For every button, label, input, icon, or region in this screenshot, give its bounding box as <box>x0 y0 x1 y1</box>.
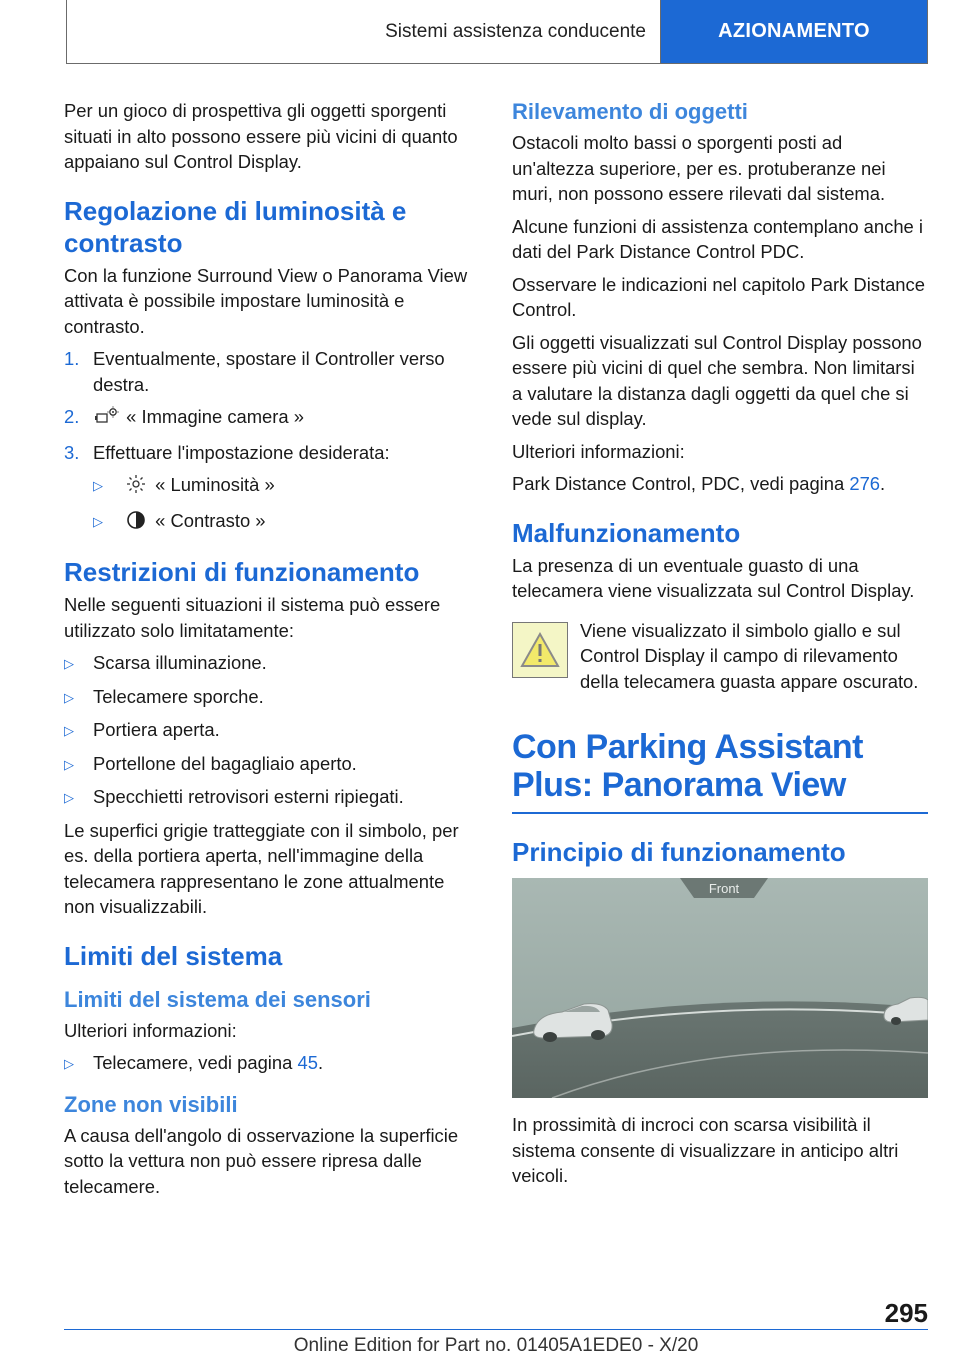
list-item <box>64 650 480 677</box>
heading-blind-zones: Zone non visibili <box>64 1091 238 1117</box>
pdc-reference-text: Park Distance Control, PDC, vedi pagina <box>512 473 845 494</box>
substep-item <box>64 472 480 501</box>
list-item <box>64 784 480 811</box>
detection-paragraph: Gli oggetti visualizzati sul Control Display possono essere più vicini di quel che sembra. Non limitarsi a valutare la distanza dagli oggetti da quel che si vede sul display. <box>512 331 922 429</box>
list-item <box>64 751 480 778</box>
step-number: 1. <box>64 348 80 369</box>
right-column <box>512 98 928 1196</box>
list-item: ▷ Telecamere, vedi pagina 45. <box>64 1050 480 1077</box>
heading-malfunction: Malfunzionamento <box>512 517 741 548</box>
page-header <box>66 0 928 64</box>
pdc-page-link[interactable]: 276 <box>849 473 881 494</box>
list-item-text: Scarsa illuminazione. <box>93 652 267 673</box>
step-item <box>64 440 480 466</box>
step-text: Effettuare l'impostazione desiderata: <box>93 441 390 463</box>
list-item-text: Portellone del bagagliaio aperto. <box>93 752 357 774</box>
intro-paragraph: Per un gioco di prospettiva gli oggetti sporgenti situati in alto possono essere più vicini di quanto appaiano sul Control Display. <box>64 100 458 172</box>
warning-triangle-icon <box>512 622 568 678</box>
heading-limits: Limiti del sistema <box>64 940 283 971</box>
list-item-text: Specchietti retrovisori esterni ripiegati. <box>93 786 404 807</box>
step-number: 3. <box>64 441 80 463</box>
bullet-triangle-icon: ▷ <box>64 790 74 805</box>
left-column <box>64 98 480 1206</box>
list-item-text: Portiera aperta. <box>93 719 220 740</box>
bullet-triangle-icon: ▷ <box>64 656 74 671</box>
step-text: Eventualmente, spostare il Controller verso destra. <box>93 348 445 395</box>
bullet-triangle-icon: ▷ <box>64 1056 74 1071</box>
camera-settings-icon <box>93 406 121 433</box>
restrictions-paragraph: Nelle seguenti situazioni il sistema può essere utilizzato solo limitatamente: <box>64 594 441 641</box>
principle-paragraph: In prossimità di incroci con scarsa visibilità il sistema consente di visualizzare in anticipo altri veicoli. <box>512 1114 899 1186</box>
bullet-triangle-icon: ▷ <box>93 478 103 493</box>
edition-footer: Online Edition for Part no. 01405A1EDE0 - X/20 <box>293 1335 699 1356</box>
list-item <box>64 717 480 744</box>
more-info-label: Ulteriori informazioni: <box>64 1019 237 1041</box>
blind-zones-paragraph: A causa dell'angolo di osservazione la superficie sotto la vettura non può essere ripresa dalle telecamere. <box>64 1124 459 1197</box>
heading-brightness: Regolazione di luminosità e contrasto <box>64 195 407 258</box>
detection-paragraph: Alcune funzioni di assistenza contemplano anche i dati del Park Distance Control PDC. <box>512 215 923 262</box>
cameras-page-link[interactable]: 45 <box>297 1052 318 1073</box>
step-item <box>64 346 480 397</box>
heading-restrictions: Restrizioni di funzionamento <box>64 557 420 587</box>
contrast-icon <box>122 510 150 537</box>
step-number: 2. <box>64 406 80 427</box>
brightness-paragraph: Con la funzione Surround View o Panorama View attivata è possibile impostare luminosità e contrasto. <box>64 264 468 337</box>
heading-sensor-limits: Limiti del sistema dei sensori <box>64 986 371 1012</box>
grey-areas-paragraph: Le superfici grigie tratteggiate con il simbolo, per es. della portiera aperta, nell'immagine della telecamera rappresentano le zone attualmente non visualizzabili. <box>64 819 459 917</box>
substep-text: « Contrasto » <box>155 509 266 531</box>
chapter-title: Sistemi assistenza conducente <box>67 0 661 63</box>
step-text: « Immagine camera » <box>126 406 304 427</box>
footer-divider <box>64 1329 928 1330</box>
cameras-reference-text: Telecamere, vedi pagina <box>93 1052 293 1073</box>
heading-object-detection: Rilevamento di oggetti <box>512 99 748 124</box>
bullet-triangle-icon: ▷ <box>64 723 74 738</box>
panorama-view-image <box>512 878 928 1098</box>
substep-text: « Luminosità » <box>155 474 275 495</box>
malfunction-paragraph: La presenza di un eventuale guasto di una telecamera viene visualizzata sul Control Display. <box>512 554 915 601</box>
page-number: 295 <box>884 1298 928 1328</box>
more-info-label: Ulteriori informazioni: <box>512 440 685 462</box>
bullet-triangle-icon: ▷ <box>64 689 74 705</box>
detection-paragraph: Osservare le indicazioni nel capitolo Park Distance Control. <box>512 273 925 320</box>
heading-principle: Principio di funzionamento <box>512 837 846 867</box>
list-item-text: Telecamere sporche. <box>93 685 264 707</box>
bullet-triangle-icon: ▷ <box>64 756 74 772</box>
list-item <box>64 684 480 711</box>
section-tab[interactable]: AZIONAMENTO <box>661 0 927 63</box>
substep-item <box>64 508 480 537</box>
heading-divider <box>512 812 928 814</box>
warning-text: Viene visualizzato il simbolo giallo e sul Control Display il campo di rilevamento della telecamera guasta appare oscurato. <box>580 619 919 692</box>
step-item <box>64 404 480 433</box>
pdc-reference: Park Distance Control, PDC, vedi pagina 276. <box>512 473 886 494</box>
heading-parking-assistant: Con Parking Assistant Plus: Panorama View <box>512 728 863 804</box>
bullet-triangle-icon: ▷ <box>93 513 103 529</box>
detection-paragraph: Ostacoli molto bassi o sporgenti posti ad un'altezza superiore, per es. protuberanze nei muri, non possono essere rilevati dal sistema. <box>512 132 886 204</box>
brightness-icon <box>122 474 150 501</box>
camera-front-label: Front <box>708 881 740 896</box>
warning-notice <box>512 618 928 695</box>
